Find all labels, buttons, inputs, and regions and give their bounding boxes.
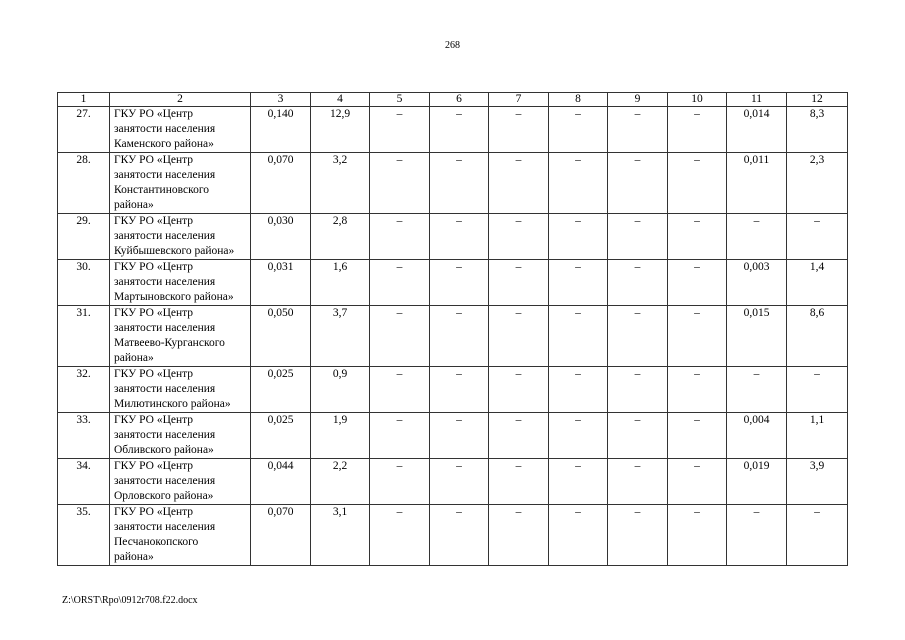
cell-c4: 0,9	[311, 367, 370, 413]
cell-c5: –	[370, 505, 430, 566]
cell-c4: 2,8	[311, 214, 370, 260]
organization-name	[110, 260, 251, 306]
cell-c11: 0,004	[727, 413, 787, 459]
cell-c12: 3,9	[787, 459, 848, 505]
cell-c7: –	[489, 413, 549, 459]
cell-c12: –	[787, 367, 848, 413]
cell-c6: –	[430, 214, 489, 260]
column-header: 7	[489, 93, 549, 107]
cell-c8: –	[549, 306, 608, 367]
cell-c5: –	[370, 260, 430, 306]
table-row	[58, 153, 848, 214]
row-number: 35.	[58, 505, 110, 566]
organization-name	[110, 413, 251, 459]
table-row	[58, 107, 848, 153]
cell-c9: –	[608, 107, 668, 153]
column-header: 11	[727, 93, 787, 107]
organization-name-line: района»	[114, 199, 154, 211]
organization-name-line: Константиновского	[114, 184, 210, 196]
page-number: 268	[445, 40, 460, 51]
organization-name-line: Милютинского района»	[114, 398, 231, 410]
organization-name-line: занятости населения	[114, 475, 216, 487]
cell-c12: 8,3	[787, 107, 848, 153]
cell-c5: –	[370, 459, 430, 505]
cell-c10: –	[668, 367, 727, 413]
cell-c7: –	[489, 260, 549, 306]
organization-name-line: ГКУ РО «Центр	[114, 261, 194, 273]
cell-c11: 0,014	[727, 107, 787, 153]
cell-c7: –	[489, 153, 549, 214]
cell-c3: 0,025	[251, 367, 311, 413]
cell-c8: –	[549, 459, 608, 505]
organization-name	[110, 214, 251, 260]
organization-name-line: Орловского района»	[114, 490, 214, 502]
organization-name-line: ГКУ РО «Центр	[114, 414, 194, 426]
cell-c12: 8,6	[787, 306, 848, 367]
cell-c5: –	[370, 367, 430, 413]
cell-c3: 0,044	[251, 459, 311, 505]
cell-c3: 0,030	[251, 214, 311, 260]
cell-c9: –	[608, 153, 668, 214]
organization-name-line: занятости населения	[114, 322, 216, 334]
cell-c11: 0,011	[727, 153, 787, 214]
row-number: 29.	[58, 214, 110, 260]
organization-name-line: Матвеево-Курганского	[114, 337, 225, 349]
row-number: 27.	[58, 107, 110, 153]
cell-c10: –	[668, 459, 727, 505]
cell-c6: –	[430, 153, 489, 214]
cell-c6: –	[430, 306, 489, 367]
header-row	[58, 93, 848, 107]
organization-name-line: района»	[114, 551, 154, 563]
cell-c4: 1,6	[311, 260, 370, 306]
column-header: 5	[370, 93, 430, 107]
cell-c8: –	[549, 367, 608, 413]
organization-name	[110, 367, 251, 413]
cell-c11: 0,019	[727, 459, 787, 505]
cell-c7: –	[489, 306, 549, 367]
organization-name-line: Обливского района»	[114, 444, 214, 456]
cell-c4: 2,2	[311, 459, 370, 505]
cell-c9: –	[608, 505, 668, 566]
cell-c4: 3,1	[311, 505, 370, 566]
organization-name-line: занятости населения	[114, 230, 216, 242]
cell-c10: –	[668, 153, 727, 214]
cell-c12: 2,3	[787, 153, 848, 214]
cell-c11: –	[727, 505, 787, 566]
organization-name-line: занятости населения	[114, 123, 216, 135]
cell-c12: –	[787, 214, 848, 260]
cell-c7: –	[489, 367, 549, 413]
row-number: 32.	[58, 367, 110, 413]
cell-c11: 0,015	[727, 306, 787, 367]
cell-c9: –	[608, 260, 668, 306]
data-table	[57, 92, 848, 566]
column-header: 8	[549, 93, 608, 107]
cell-c10: –	[668, 413, 727, 459]
cell-c10: –	[668, 214, 727, 260]
cell-c11: –	[727, 214, 787, 260]
column-header: 9	[608, 93, 668, 107]
cell-c11: 0,003	[727, 260, 787, 306]
cell-c6: –	[430, 505, 489, 566]
organization-name-line: ГКУ РО «Центр	[114, 154, 194, 166]
row-number: 34.	[58, 459, 110, 505]
cell-c3: 0,140	[251, 107, 311, 153]
organization-name	[110, 107, 251, 153]
cell-c9: –	[608, 459, 668, 505]
cell-c7: –	[489, 107, 549, 153]
cell-c6: –	[430, 107, 489, 153]
cell-c5: –	[370, 214, 430, 260]
organization-name-line: ГКУ РО «Центр	[114, 108, 194, 120]
cell-c7: –	[489, 214, 549, 260]
cell-c8: –	[549, 214, 608, 260]
table-row	[58, 214, 848, 260]
table-row	[58, 505, 848, 566]
column-header: 3	[251, 93, 311, 107]
cell-c8: –	[549, 107, 608, 153]
cell-c12: 1,1	[787, 413, 848, 459]
cell-c8: –	[549, 413, 608, 459]
cell-c6: –	[430, 413, 489, 459]
cell-c10: –	[668, 505, 727, 566]
cell-c4: 1,9	[311, 413, 370, 459]
organization-name-line: ГКУ РО «Центр	[114, 460, 194, 472]
row-number: 31.	[58, 306, 110, 367]
cell-c9: –	[608, 306, 668, 367]
cell-c3: 0,031	[251, 260, 311, 306]
table-row	[58, 306, 848, 367]
cell-c12: –	[787, 505, 848, 566]
cell-c10: –	[668, 306, 727, 367]
table-row	[58, 413, 848, 459]
cell-c5: –	[370, 153, 430, 214]
cell-c5: –	[370, 413, 430, 459]
cell-c6: –	[430, 260, 489, 306]
cell-c7: –	[489, 459, 549, 505]
organization-name	[110, 459, 251, 505]
cell-c10: –	[668, 260, 727, 306]
cell-c3: 0,070	[251, 153, 311, 214]
column-header: 10	[668, 93, 727, 107]
organization-name-line: ГКУ РО «Центр	[114, 215, 194, 227]
organization-name-line: Мартыновского района»	[114, 291, 234, 303]
cell-c5: –	[370, 107, 430, 153]
row-number: 28.	[58, 153, 110, 214]
cell-c9: –	[608, 413, 668, 459]
table-row	[58, 459, 848, 505]
organization-name-line: занятости населения	[114, 521, 216, 533]
cell-c8: –	[549, 153, 608, 214]
organization-name-line: ГКУ РО «Центр	[114, 307, 194, 319]
file-path-footer: Z:\ORST\Rpo\0912r708.f22.docx	[62, 595, 198, 606]
cell-c4: 3,2	[311, 153, 370, 214]
cell-c6: –	[430, 459, 489, 505]
cell-c7: –	[489, 505, 549, 566]
organization-name	[110, 153, 251, 214]
row-number: 33.	[58, 413, 110, 459]
table-row	[58, 260, 848, 306]
organization-name-line: Каменского района»	[114, 138, 214, 150]
column-header: 6	[430, 93, 489, 107]
cell-c3: 0,070	[251, 505, 311, 566]
column-header: 1	[58, 93, 110, 107]
cell-c9: –	[608, 367, 668, 413]
organization-name-line: района»	[114, 352, 154, 364]
cell-c11: –	[727, 367, 787, 413]
organization-name-line: занятости населения	[114, 169, 216, 181]
organization-name-line: ГКУ РО «Центр	[114, 506, 194, 518]
column-header: 2	[110, 93, 251, 107]
cell-c3: 0,025	[251, 413, 311, 459]
cell-c6: –	[430, 367, 489, 413]
table-row	[58, 367, 848, 413]
organization-name-line: занятости населения	[114, 383, 216, 395]
column-header: 12	[787, 93, 848, 107]
organization-name-line: ГКУ РО «Центр	[114, 368, 194, 380]
cell-c5: –	[370, 306, 430, 367]
organization-name-line: Песчанокопского	[114, 536, 199, 548]
organization-name-line: занятости населения	[114, 429, 216, 441]
cell-c4: 3,7	[311, 306, 370, 367]
organization-name	[110, 306, 251, 367]
column-header: 4	[311, 93, 370, 107]
cell-c3: 0,050	[251, 306, 311, 367]
cell-c12: 1,4	[787, 260, 848, 306]
cell-c8: –	[549, 505, 608, 566]
cell-c8: –	[549, 260, 608, 306]
row-number: 30.	[58, 260, 110, 306]
organization-name-line: Куйбышевского района»	[114, 245, 235, 257]
cell-c4: 12,9	[311, 107, 370, 153]
cell-c10: –	[668, 107, 727, 153]
organization-name	[110, 505, 251, 566]
cell-c9: –	[608, 214, 668, 260]
organization-name-line: занятости населения	[114, 276, 216, 288]
